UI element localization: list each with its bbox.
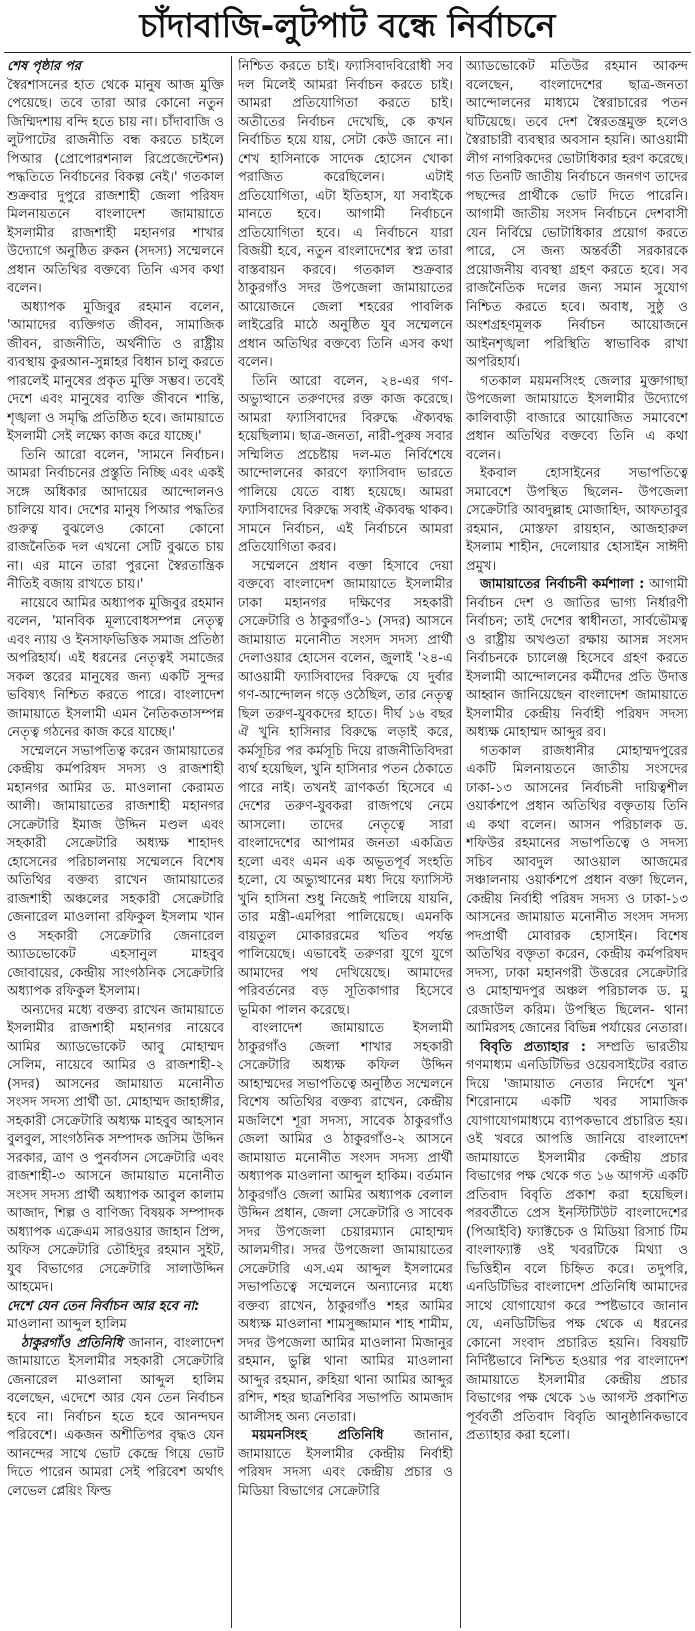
- article-column-2: [238, 58, 453, 1626]
- paragraph: তিনি আরো বলেন, ২৪-এর গণ-অভ্যুত্থানে তরুণদের রক্ত কাজ করেছে। আমরা ফ্যাসিবাদের বিরুদ্ধে ঐক্যবদ্ধ হয়েছিলাম। ছাত্র-জনতা, নারী-পুরুষ সবার সম্মিলিত প্রচেষ্টায় দল-মত নির্বিশেষে আন্দোলনের কারণে ফ্যাসিবাদ ভারতে পালিয়ে যেতে বাধ্য হয়েছে। আমরা ফ্যাসিবাদের বিরুদ্ধে সবাই ঐক্যবদ্ধ থাকব। সামনে নির্বাচন, এই নির্বাচনে আমরা প্রতিযোগিতা করব।: [238, 373, 453, 555]
- paragraph: গতকাল ময়মনসিংহ জেলার মুক্তাগাছা উপজেলা জামায়াতে ইসলামীর উদ্যোগে কালিবাড়ী বাজারে আয়োজিত সমাবেশে প্রধান অতিথির বক্তব্যে তিনি এ কথা বলেন।: [466, 373, 688, 463]
- dateline-text: জানান, জামায়াতে ইসলামীর কেন্দ্রীয় নির্বাহী পরিষদ সদস্য এবং কেন্দ্রীয় প্রচার ও মিডিয়া বিভাগের সেক্রেটারি: [238, 1428, 453, 1499]
- subheading: জামায়াতের নির্বাচনী কর্মশালা :: [480, 577, 645, 592]
- paragraph: স্বৈরশাসনের হাত থেকে মানুষ আজ মুক্তি পেয়েছে। তবে তারা আর কোনো নতুন জিম্মিদশায় বন্দি হতে চায় না। চাঁদাবাজি ও লুটপাটের রাজনীতি বন্ধ করতে চাইলে পিআর (প্রোপোরশনাল রিপ্রেজেন্টেশন) পদ্ধতিতে নির্বাচনের বিকল্প নেই।' গতকাল শুক্রবার দুপুরে রাজশাহী জেলা পরিষদ মিলনায়তনে বাংলাদেশ জামায়াতে ইসলামীর রাজশাহী মহানগর শাখার উদ্যোগে অনুষ্ঠিত রুকন (সদস্য) সম্মেলনে প্রধান অতিথির বক্তব্যে তিনি এসব কথা বলেন।: [7, 77, 224, 296]
- paragraph: অধ্যাপক মুজিবুর রহমান বলেন, 'আমাদের ব্যক্তিগত জীবন, সামাজিক জীবন, রাজনীতি, অর্থনীতি ও রাষ্ট্রীয় ব্যবস্থায় কুরআন-সুন্নাহর বিধান চালু করতে পারলেই মানুষের প্রকৃত মুক্তি সম্ভব। তবেই দেশে এবং মানুষের ব্যক্তি জীবনে শান্তি, শৃঙ্খলা ও সমৃদ্ধি প্রতিষ্ঠিত হবে। জামায়াতে ইসলামী সেই লক্ষ্যে কাজ করে যাচ্ছে।': [7, 299, 224, 444]
- subheading-text: সম্প্রতি ভারতীয় গণমাধ্যম এনডিটিভির ওয়েবসাইটের বরাত দিয়ে 'জামায়াত নেতার নির্দেশে খুন' শিরোনামে একটি খবর সামাজিক যোগাযোগমাধ্যমে ব্যাপকভাবে প্রচারিত হয়। ওই খবরে আপত্তি জানিয়ে বাংলাদেশ জামায়াতে ইসলামীর কেন্দ্রীয় প্রচার বিভাগের পক্ষ থেকে গত ১৬ আগস্ট একটি প্রতিবাদ বিবৃতি প্রকাশ করা হয়েছিল। পরবর্তীতে প্রেস ইনস্টিটিউট বাংলাদেশের (পিআইবি) ফ্যাক্টচেক ও মিডিয়া রিসার্চ টিম বাংলাফ্যাক্ট ওই খবরটিকে মিথ্যা ও ভিত্তিহীন বলে চিহ্নিত করে। তদুপরি, এনডিটিভির বাংলাদেশ প্রতিনিধি আমাদের সাথে যোগাযোগ করে স্পষ্টভাবে জানান যে, এনডিটিভির পক্ষ থেকে এ ধরনের কোনো সংবাদ প্রচারিত হয়নি। বিষয়টি নির্দিষ্টভাবে নিশ্চিত হওয়ার পর বাংলাদেশ জামায়াতে ইসলামীর কেন্দ্রীয় প্রচার বিভাগের পক্ষ থেকে ১৬ আগস্ট প্রকাশিত পূর্ববর্তী প্রতিবাদ বিবৃতি আনুষ্ঠানিকভাবে প্রত্যাহার করা হলো।: [466, 1039, 688, 1443]
- headline: চাঁদাবাজি-লুটপাট বন্ধে নির্বাচনে: [139, 6, 556, 45]
- subheading: দেশে যেন তেন নির্বাচন আর হবে না:: [7, 1298, 200, 1314]
- paragraph: নায়েবে আমির অধ্যাপক মুজিবুর রহমান বলেন, 'মানবিক মূল্যবোধসম্পন্ন নেতৃত্ব এবং ন্যায় ও ইনসাফভিত্তিক সমাজ প্রতিষ্ঠা অপরিহার্য। এই ধরনের নেতৃত্বই সমাজের সকল স্তরের মানুষের জন্য একটি সুন্দর ভবিষ্যৎ নিশ্চিত করতে পারে। বাংলাদেশ জামায়াতে ইসলামী এমন নৈতিকতাসম্পন্ন নেতৃত্ব গঠনের কাজ করে যাচ্ছে।': [7, 595, 224, 740]
- continued-kicker: শেষ পৃষ্ঠার পর: [7, 59, 81, 74]
- paragraph: বাংলাদেশ জামায়াতে ইসলামী ঠাকুরগাঁও জেলা শাখার সহকারী সেক্রেটারি অধ্যক্ষ কফিল উদ্দিন আহাম্মদের সভাপতিত্বে অনুষ্ঠিত সম্মেলনে বিশেষ অতিথির বক্তব্য রাখেন, কেন্দ্রীয় মজলিশে শূরা সদস্য, সাবেক ঠাকুরগাঁও জেলা আমির ও ঠাকুরগাঁও-২ আসনে জামায়াত মনোনীত সংসদ সদস্য প্রার্থী অধ্যাপক মাওলানা আব্দুল হাকিম। বর্তমান ঠাকুরগাঁও জেলা আমির অধ্যাপক বেলাল উদ্দিন প্রধান, জেলা সেক্রেটারি ও সাবেক সদর উপজেলা চেয়ারম্যান মোহাম্মদ আলমগীর। সদর উপজেলা জামায়াতের সেক্রেটারি এস.এম আব্দুল ইসলামের সভাপতিত্বে সম্মেলনে অন্যান্যের মধ্যে বক্তব্য রাখেন, ঠাকুরগাঁও শহর আমির অধ্যক্ষ মাওলানা শামসুজ্জামান শাহ শামীম, সদর উপজেলা আমির মাওলানা মিজানুর রহমান, ভুল্লি থানা আমির মাওলানা আব্দুর রহমান, রুহিয়া থানা আমির আব্দুর রশিদ, শহর ছাত্রশিবির সভাপতি আমজাদ আলীসহ অন্য নেতারা।: [238, 1021, 453, 1425]
- subheading: বিবৃতি প্রত্যাহার :: [480, 1039, 586, 1055]
- paragraph: গতকাল রাজধানীর মোহাম্মদপুরের একটি মিলনায়তনে জাতীয় সংসদের ঢাকা-১৩ আসনের নির্বাচনী দায়িত্বশীল ওয়ার্কশপে প্রধান অতিথির বক্তৃতায় তিনি এ কথা বলেন। আসন পরিচালক ড. শফিউর রহমানের সভাপতিত্বে ও সদস্য সচিব আবদুল আওয়াল আজমের সঞ্চালনায় ওয়ার্কশপে প্রধান বক্তা ছিলেন, কেন্দ্রীয় নির্বাহী পরিষদ সদস্য ও ঢাকা-১৩ আসনের জামায়াত মনোনীত সংসদ সদস্য পদপ্রার্থী মোবারক হোসাইন। বিশেষ অতিথির বক্তৃতা করেন, কেন্দ্রীয় কর্মপরিষদ সদস্য, ঢাকা মহানগরী উত্তরের সেক্রেটারি ও মোহাম্মদপুর অঞ্চল পরিচালক ড. মু রেজাউল করিম। উপস্থিত ছিলেন- থানা আমিরসহ জোনের বিভিন্ন পর্যায়ের নেতারা।: [466, 743, 688, 1036]
- dateline-text: জানান, বাংলাদেশ জামায়াতে ইসলামীর সহকারী সেক্রেটারি জেনারেল মাওলানা আব্দুল হালিম বলেছেন, এদেশে আর যেন তেন নির্বাচন হবে না। নির্বাচন হতে হবে আনন্দঘন পরিবেশে। একজন অশীতিপর বৃদ্ধও যেন আনন্দের সাথে ভোট কেন্দ্রে গিয়ে ভোট দিতে পারেন আমরা সেই পরিবেশ অর্থাৎ লেভেল প্লেয়িং ফিল্ড: [7, 1335, 224, 1499]
- paragraph: সম্মেলনে সভাপতিত্ব করেন জামায়াতের কেন্দ্রীয় কর্মপরিষদ সদস্য ও রাজশাহী মহানগর আমির ড. মাওলানা কেরামত আলী। জামায়াতের রাজশাহী মহানগর সেক্রেটারি ইমাজ উদ্দিন মণ্ডল এবং সহকারী সেক্রেটারি অধ্যক্ষ শাহাদৎ হোসেনের পরিচালনায় সম্মেলনে বিশেষ অতিথির বক্তব্য রাখেন জামায়াতের রাজশাহী অঞ্চলের সহকারী সেক্রেটারি জেনারেল মাওলানা রফিকুল ইসলাম খান ও সহকারী সেক্রেটারি জেনারেল অ্যাডভোকেট এহসানুল মাহবুব জোবায়ের, কেন্দ্রীয় সাংগঠনিক সেক্রেটারি অধ্যাপক রফিকুল ইসলাম।: [7, 743, 224, 999]
- column-divider-2: [460, 56, 461, 1628]
- subheading-byline: মাওলানা আব্দুল হালিম: [7, 1317, 127, 1332]
- paragraph: সম্মেলনে প্রধান বক্তা হিসাবে দেয়া বক্তব্যে বাংলাদেশ জামায়াতে ইসলামীর ঢাকা মহানগর দক্ষিণের সহকারী সেক্রেটারি ও ঠাকুরগাঁও-১ (সদর) আসনে জামায়াত মনোনীত সংসদ সদস্য প্রার্থী দেলাওয়ার হোসেন বলেন, জুলাই '২৪-এ আওয়ামী ফ্যাসিবাদের বিরুদ্ধে যে দুর্বার গণ-আন্দোলন গড়ে ওঠেছিল, তার নেতৃত্ব ছিল তরুণ-যুবকদের হাতে। দীর্ঘ ১৬ বছর ঐ খুনি হাসিনার বিরুদ্ধে লড়াই করে, কর্মসূচির পর কর্মসূচি দিয়ে রাজনীতিবিদরা ব্যর্থ হয়েছিল, খুনি হাসিনার পতন ঠেকাতে পারে নাই। তখনই ত্রাণকর্তা হিসেবে এ দেশের তরুণ-যুবকরা রাজপথে নেমে আসলো। তাদের নেতৃত্বে সারা বাংলাদেশের আপামর জনতা একত্রিত হলো এবং এমন এক অভূতপূর্ব সংহতি হলো, যে অভ্যুত্থানের মধ্য দিয়ে ফ্যাসিস্ট খুনি হাসিনা শুধু নিজেই পালিয়ে যায়নি, তার মন্ত্রী-এমপিরা পালিয়েছে। এমনকি বায়তুল মোকাররমের খতিব পর্যন্ত পালিয়েছে। এভাবেই তরুণরা যুগে যুগে আমাদের পথ দেখিয়েছে। আমাদের পরিবর্তনের বড় সূতিকাগার হিসেবে ভূমিকা পালন করেছে।: [238, 558, 453, 1018]
- paragraph: নিশ্চিত করতে চাই। ফ্যাসিবাদবিরোধী সব দল মিলেই আমরা নির্বাচন করতে চাই। আমরা প্রতিযোগিতা করতে চাই। অতীতের নির্বাচন দেখেছি, কে কখন নির্বাচিত হয়ে যায়, সেটা কেউ জানে না। শেখ হাসিনাকে সাদেক হোসেন খোকা পরাজিত করেছিলেন। এটাই প্রতিযোগিতা, এটা ইতিহাস, যা সবাইকে মানতে হবে। আগামী নির্বাচনে প্রতিযোগিতা হবে। এ নির্বাচনে যারা বিজয়ী হবে, নতুন বাংলাদেশের স্বপ্ন তারা বাস্তবায়ন করবে। গতকাল শুক্রবার ঠাকুরগাঁও সদর উপজেলা জামায়াতের আয়োজনে জেলা শহরের পাবলিক লাইব্রেরি মাঠে অনুষ্ঠিত যুব সম্মেলনে প্রধান অতিথির বক্তব্যে তিনি এসব কথা বলেন।: [238, 59, 453, 370]
- subheading-text: আগামী নির্বাচন দেশ ও জাতির ভাগ্য নির্ধারণী নির্বাচন; তাই দেশের স্বাধীনতা, সার্বভৌমত্ব ও রাষ্ট্রীয় অখণ্ডতা রক্ষায় আসন্ন সংসদ নির্বাচনকে চ্যালেঞ্জ হিসেবে গ্রহণ করতে ইসলামী আন্দোলনের কর্মীদের প্রতি উদাত্ত আহ্বান জানিয়েছেন বাংলাদেশ জামায়াতে ইসলামীর কেন্দ্রীয় নির্বাহী পরিষদ সদস্য অধ্যক্ষ মোহাম্মদ আব্দুর রব।: [466, 577, 688, 740]
- column-divider-1: [231, 56, 232, 1628]
- paragraph: অ্যাডভোকেট মতিউর রহমান আকন্দ বলেছেন, বাংলাদেশের ছাত্র-জনতা আন্দোলনের মাধ্যমে স্বৈরাচারের পতন ঘটিয়েছে। তবে দেশ স্বৈরতন্ত্রমুক্ত হলেও স্বৈরাচারী ব্যবস্থার অবসান হয়নি। আওয়ামী লীগ নাগরিকদের ভোটাধিকার হরণ করেছে। গত তিনটি জাতীয় নির্বাচনে জনগণ তাদের পছন্দের প্রার্থীকে ভোট দিতে পারেনি। আগামী জাতীয় সংসদ নির্বাচনে দেশবাসী যেন নির্বিঘ্নে ভোটাধিকার প্রয়োগ করতে পারে, সে জন্য অন্তর্বর্তী সরকারকে প্রয়োজনীয় ব্যবস্থা গ্রহণ করতে হবে। সব রাজনৈতিক দলের জন্য সমান সুযোগ নিশ্চিত করতে হবে। অবাধ, সুষ্ঠু ও অংশগ্রহণমূলক নির্বাচন আয়োজনে আইনশৃঙ্খলা পরিস্থিতি স্বাভাবিক রাখা অপরিহার্য।: [466, 59, 688, 370]
- paragraph: অন্যদের মধ্যে বক্তব্য রাখেন জামায়াতে ইসলামীর রাজশাহী মহানগর নায়েবে আমির অ্যাডভোকেট আবু মোহাম্মদ সেলিম, নায়েবে আমির ও রাজশাহী-২ (সদর) আসনের জামায়াত মনোনীত সংসদ সদস্য প্রার্থী ডা. মোহাম্মদ জাহাঙ্গীর, সহকারী সেক্রেটারি অধ্যক্ষ মাহবুব আহসান বুলবুল, সাংগঠনিক সম্পাদক জসিম উদ্দিন সরকার, ত্রাণ ও পুনর্বাসন সেক্রেটারি এবং রাজশাহী-৩ আসনে জামায়াত মনোনীত সংসদ সদস্য প্রার্থী অধ্যাপক আবুল কালাম আজাদ, শিল্প ও বাণিজ্য বিষয়ক সম্পাদক অধ্যাপক এক্রেএম সারওয়ার জাহান প্রিন্স, অফিস সেক্রেটারি তৌহিদুর রহমান সুইট, যুব বিভাগের সেক্রেটারি সালাউদ্দিন আহমেদ।: [7, 1002, 224, 1295]
- article-column-3: [466, 58, 688, 1626]
- paragraph: ইকবাল হোসাইনের সভাপতিত্বে সমাবেশে উপস্থিত ছিলেন- উপজেলা সেক্রেটারি আবদুল্লাহ মোজাহিদ, আফতাবুর রহমান, মোস্তফা রায়হান, আজহারুল ইসলাম শাহীন, দেলোয়ার হোসাইন সাঈদী প্রমুখ।: [466, 466, 688, 574]
- dateline: ঠাকুরগাঁও প্রতিনিধি: [21, 1335, 123, 1351]
- article-column-1: [7, 58, 224, 1626]
- paragraph: তিনি আরো বলেন, 'সামনে নির্বাচন। আমরা নির্বাচনের প্রস্তুতি নিচ্ছি এবং একই সঙ্গে অধিকার আদায়ের আন্দোলনও চালিয়ে যাব। দেশের মানুষ পিআর পদ্ধতির গুরুত্ব বুঝলেও কোনো কোনো রাজনৈতিক দল এখনো সেটি বুঝতে চায় না। এর মানে তারা পুরনো স্বৈরতান্ত্রিক নীতিই বজায় রাখতে চায়।': [7, 447, 224, 592]
- dateline: ময়মনসিংহ প্রতিনিধি: [252, 1428, 384, 1443]
- headline-rule: [4, 52, 691, 53]
